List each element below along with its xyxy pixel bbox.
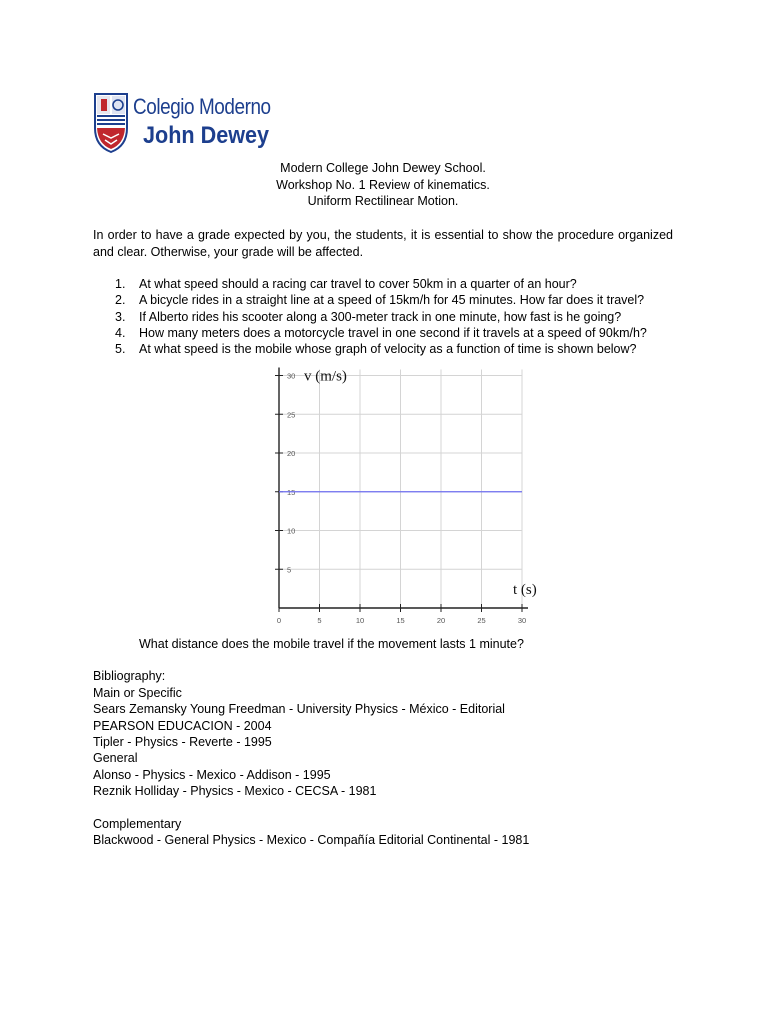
question-number: 5.	[115, 342, 126, 357]
bibliography-entry: Tipler - Physics - Reverte - 1995	[93, 735, 272, 749]
logo-name-line1: Colegio Moderno	[133, 94, 271, 119]
bibliography-section-complementary: Complementary	[93, 817, 182, 831]
bibliography-entry: Reznik Holliday - Physics - Mexico - CECSA - 1981	[93, 784, 377, 798]
y-tick-label: 5	[287, 565, 292, 575]
bibliography-entry: PEARSON EDUCACION - 2004	[93, 719, 272, 733]
follow-up-question: What distance does the mobile travel if the movement lasts 1 minute?	[139, 637, 524, 651]
question-list	[93, 276, 693, 357]
list-item	[93, 292, 693, 308]
list-item	[93, 341, 693, 357]
x-tick-label: 30	[517, 616, 527, 625]
shield-icon	[93, 92, 129, 154]
question-text: At what speed should a racing car travel to cover 50km in a quarter of an hour?	[139, 277, 577, 291]
question-text: How many meters does a motorcycle travel in one second if it travels at a speed of 90km/h?	[139, 325, 647, 340]
x-tick-label: 5	[317, 616, 322, 625]
bibliography-entry: Blackwood - General Physics - Mexico - Compañía Editorial Continental - 1981	[93, 833, 530, 847]
document-title: Modern College John Dewey School.	[280, 161, 486, 175]
x-tick-label: 20	[436, 616, 446, 625]
bibliography-entry: Sears Zemansky Young Freedman - University Physics - México - Editorial	[93, 702, 505, 716]
intro-paragraph: In order to have a grade expected by you, the students, it is essential to show the procedure organized and clear. Otherwise, your grade will be affected.	[93, 228, 673, 259]
question-number: 3.	[115, 309, 126, 324]
question-number: 4.	[115, 325, 126, 340]
y-tick-label: 20	[287, 449, 296, 458]
y-axis-label: v (m/s)	[304, 368, 347, 385]
velocity-time-chart	[262, 366, 552, 630]
list-item	[93, 309, 693, 325]
document-topic: Uniform Rectilinear Motion.	[307, 194, 459, 208]
question-text: At what speed is the mobile whose graph of velocity as a function of time is shown below?	[139, 342, 637, 357]
logo-name-line2: John Dewey	[143, 122, 270, 149]
y-tick-label: 25	[287, 410, 296, 420]
question-number: 1.	[115, 277, 126, 291]
x-tick-label: 10	[355, 616, 365, 625]
x-axis-label: t (s)	[513, 582, 537, 598]
bibliography-entry: Alonso - Physics - Mexico - Addison - 1995	[93, 768, 331, 782]
school-logo	[93, 90, 273, 156]
question-text: A bicycle rides in a straight line at a speed of 15km/h for 45 minutes. How far does it travel?	[139, 293, 645, 308]
y-tick-label: 30	[287, 371, 296, 381]
x-tick-label: 15	[396, 616, 405, 625]
bibliography-section-main: Main or Specific	[93, 686, 182, 700]
x-tick-label: 0	[276, 616, 282, 625]
y-tick-label: 10	[287, 526, 296, 536]
y-tick-label: 15	[287, 487, 296, 497]
bibliography-heading: Bibliography:	[93, 669, 166, 683]
list-item	[93, 276, 693, 292]
list-item	[93, 325, 693, 341]
question-text: If Alberto rides his scooter along a 300-meter track in one minute, how fast is he going?	[139, 309, 622, 324]
question-number: 2.	[115, 293, 126, 308]
document-subtitle: Workshop No. 1 Review of kinematics.	[276, 178, 490, 192]
bibliography-section-general: General	[93, 751, 138, 765]
x-tick-label: 25	[477, 616, 486, 625]
